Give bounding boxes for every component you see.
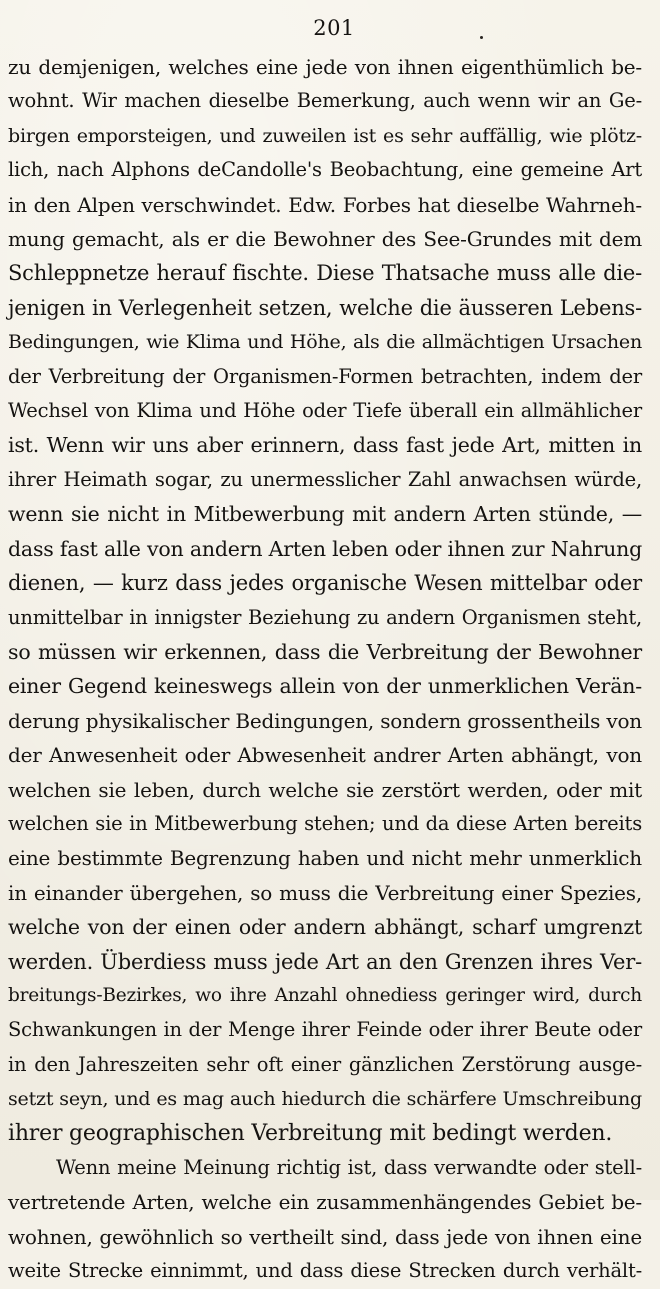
text-line: dienen, — kurz dass jedes organische Wesen mittelbar oder — [8, 571, 642, 596]
text-line: Schwankungen in der Menge ihrer Feinde oder ihrer Beute oder — [8, 1018, 642, 1042]
paragraph-end-line: ihrer geographischen Verbreitung mit bedingt werden. — [8, 1120, 613, 1146]
text-line: welchen sie in Mitbewerbung stehen; und da diese Arten bereits — [8, 811, 642, 835]
text-line: einer Gegend keineswegs allein von der unmerklichen Verän- — [8, 674, 642, 699]
text-line: werden. Überdiess muss jede Art an den Grenzen ihres Ver- — [8, 949, 642, 974]
text-line: in den Alpen verschwindet. Edw. Forbes hat dieselbe Wahrneh- — [8, 192, 642, 217]
text-line: ihrer Heimath sogar, zu unermesslicher Zahl anwachsen würde, — [8, 467, 642, 491]
paragraph-start-line: Wenn meine Meinung richtig ist, dass verwandte oder stell- — [56, 1156, 642, 1179]
text-line: Schleppnetze herauf fischte. Diese Thatsache muss alle die- — [8, 261, 642, 286]
text-line: weite Strecke einnimmt, und dass diese Strecken durch verhält- — [8, 1259, 642, 1283]
text-line: welche von der einen oder andern abhängt, scharf umgrenzt — [8, 915, 642, 940]
text-line: vertretende Arten, welche ein zusammenhängendes Gebiet be- — [8, 1190, 642, 1215]
text-line: Wechsel von Klima und Höhe oder Tiefe überall ein allmählicher — [8, 399, 642, 423]
text-line: breitungs-Bezirkes, wo ihre Anzahl ohnediess geringer wird, durch — [8, 984, 642, 1006]
text-line: wohnen, gewöhnlich so vertheilt sind, dass jede von ihnen eine — [8, 1224, 642, 1249]
text-line: lich, nach Alphons deCandolle's Beobachtung, eine gemeine Art — [8, 158, 642, 182]
text-line: derung physikalischer Bedingungen, sondern grossentheils von — [8, 708, 642, 733]
text-line: welchen sie leben, durch welche sie zerstört werden, oder mit — [8, 777, 642, 802]
text-line: zu demjenigen, welches eine jede von ihnen eigenthümlich be- — [8, 55, 642, 79]
text-line: eine bestimmte Begrenzung haben und nicht mehr unmerklich — [8, 846, 642, 871]
text-line: jenigen in Verlegenheit setzen, welche die äusseren Lebens- — [8, 295, 642, 320]
text-line: so müssen wir erkennen, dass die Verbreitung der Bewohner — [8, 639, 642, 664]
text-line: wohnt. Wir machen dieselbe Bemerkung, auch wenn wir an Ge- — [8, 89, 642, 113]
text-line: unmittelbar in innigster Beziehung zu andern Organismen steht, — [8, 605, 642, 629]
text-line: wenn sie nicht in Mitbewerbung mit andern Arten stünde, — — [8, 502, 642, 527]
print-speck — [480, 36, 483, 39]
text-line: in den Jahreszeiten sehr oft einer gänzlichen Zerstörung ausge- — [8, 1052, 642, 1076]
text-line: Bedingungen, wie Klima und Höhe, als die allmächtigen Ursachen — [8, 331, 642, 354]
text-line: in einander übergehen, so muss die Verbreitung einer Spezies, — [8, 880, 642, 905]
text-line: mung gemacht, als er die Bewohner des See-Grundes mit dem — [8, 227, 642, 252]
page-number: 201 — [313, 16, 355, 40]
text-line: birgen emporsteigen, und zuweilen ist es sehr auffällig, wie plötz- — [8, 124, 642, 147]
text-line: setzt seyn, und es mag auch hiedurch die schärfere Umschreibung — [8, 1088, 642, 1111]
text-line: ist. Wenn wir uns aber erinnern, dass fast jede Art, mitten in — [8, 433, 642, 458]
text-line: dass fast alle von andern Arten leben oder ihnen zur Nahrung — [8, 536, 642, 561]
text-line: der Verbreitung der Organismen-Formen betrachten, indem der — [8, 364, 642, 388]
page-body — [8, 50, 642, 1289]
text-line: der Anwesenheit oder Abwesenheit andrer Arten abhängt, von — [8, 743, 642, 768]
